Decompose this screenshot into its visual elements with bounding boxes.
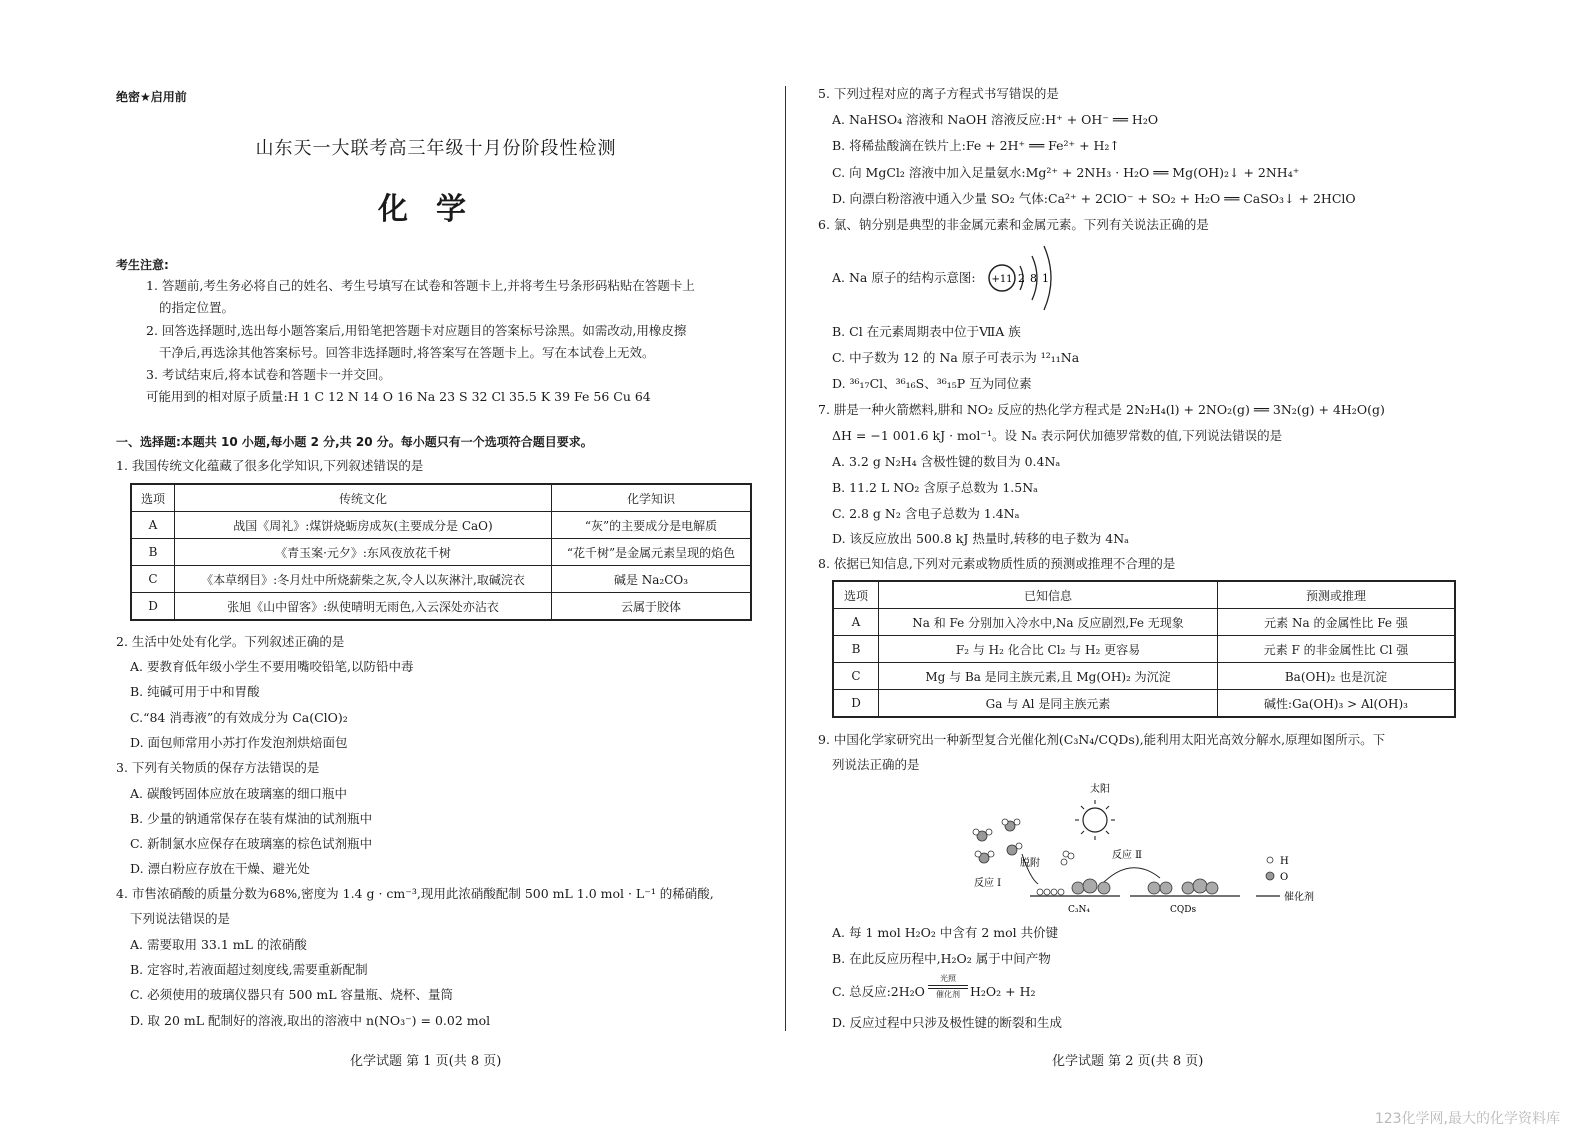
q4-stem: 下列说法错误的是	[130, 911, 231, 926]
q3-stem: 3. 下列有关物质的保存方法错误的是	[116, 760, 320, 775]
shell-count: 1	[1042, 272, 1049, 285]
table-cell: Mg 与 Ba 是同主族元素,且 Mg(OH)₂ 为沉淀	[879, 663, 1218, 690]
table-row	[833, 636, 1455, 663]
q9-option: A. 每 1 mol H₂O₂ 中含有 2 mol 共价键	[832, 925, 1059, 940]
q1-table	[130, 483, 752, 621]
q2-option: B. 纯碱可用于中和胃酸	[130, 684, 260, 699]
table-cell: 战国《周礼》:煤饼烧蛎房成灰(主要成分是 CaO)	[175, 512, 552, 539]
table-row	[833, 690, 1455, 718]
q5-stem: 5. 下列过程对应的离子方程式书写错误的是	[818, 86, 1059, 101]
atomic-masses: 可能用到的相对原子质量:H 1 C 12 N 14 O 16 Na 23 S 32 Cl 35.5 K 39 Fe 56 Cu 64	[146, 389, 651, 404]
table-header-row	[131, 484, 751, 512]
q4-option: C. 必须使用的玻璃仪器只有 500 mL 容量瓶、烧杯、量筒	[130, 987, 453, 1002]
table-cell: C	[131, 566, 175, 593]
cqds-label: CQDs	[1170, 905, 1197, 915]
table-cell: 碱是 Na₂CO₃	[552, 566, 752, 593]
q2-option: A. 要教育低年级小学生不要用嘴咬铅笔,以防铅中毒	[130, 659, 414, 674]
q6-option: A. Na 原子的结构示意图:	[832, 270, 976, 285]
table-cell: 元素 Na 的金属性比 Fe 强	[1218, 609, 1456, 636]
nucleus-label: +11	[991, 274, 1013, 285]
q4-option: B. 定容时,若液面超过刻度线,需要重新配制	[130, 962, 368, 977]
q7-option: C. 2.8 g N₂ 含电子总数为 1.4Nₐ	[832, 506, 1020, 521]
q6-option: B. Cl 在元素周期表中位于ⅦA 族	[832, 324, 1021, 339]
table-row	[131, 566, 751, 593]
photocatalysis-diagram	[960, 778, 1320, 918]
table-cell: “灰”的主要成分是电解质	[552, 512, 752, 539]
q9-stem: 列说法正确的是	[832, 757, 920, 772]
table-cell: 《本草纲目》:冬月灶中所烧薪柴之灰,令人以灰淋汁,取碱浣衣	[175, 566, 552, 593]
q7-option: B. 11.2 L NO₂ 含原子总数为 1.5Nₐ	[832, 480, 1038, 495]
column-divider	[785, 86, 786, 1031]
page-footer-left: 化学试题 第 1 页(共 8 页)	[350, 1054, 502, 1069]
condition-stack	[928, 974, 968, 1000]
page-footer-right: 化学试题 第 2 页(共 8 页)	[1052, 1054, 1204, 1069]
desorb-label: 脱附	[1020, 858, 1040, 869]
table-row	[833, 663, 1455, 690]
table-header-row	[833, 581, 1455, 609]
q6-option: D. ³⁶₁₇Cl、³⁶₁₆S、³⁶₁₅P 互为同位素	[832, 376, 1032, 391]
table-row	[131, 539, 751, 566]
sun-label: 太阳	[1090, 784, 1110, 795]
notice-item: 3. 考试结束后,将本试卷和答题卡一并交回。	[146, 367, 391, 382]
water-molecules-icon	[973, 819, 1022, 863]
table-cell: B	[833, 636, 879, 663]
exam-title: 山东天一大联考高三年级十月份阶段性检测	[255, 138, 617, 159]
q6-stem: 6. 氯、钠分别是典型的非金属元素和金属元素。下列有关说法正确的是	[818, 217, 1209, 232]
table-header: 已知信息	[879, 581, 1218, 609]
legend-o: O	[1280, 872, 1289, 883]
q9-stem: 9. 中国化学家研究出一种新型复合光催化剂(C₃N₄/CQDs),能利用太阳光高效分解水,原理如图所示。下	[818, 732, 1386, 747]
reaction2-label: 反应 Ⅱ	[1112, 850, 1142, 861]
table-cell: Ba(OH)₂ 也是沉淀	[1218, 663, 1456, 690]
table-row	[131, 593, 751, 621]
table-cell: F₂ 与 H₂ 化合比 Cl₂ 与 H₂ 更容易	[879, 636, 1218, 663]
table-cell: A	[131, 512, 175, 539]
table-cell: 张旭《山中留客》:纵使晴明无雨色,入云深处亦沾衣	[175, 593, 552, 621]
legend	[1256, 856, 1314, 903]
q4-option: A. 需要取用 33.1 mL 的浓硝酸	[130, 937, 307, 952]
subject-title: 化学	[378, 192, 494, 227]
q3-option: B. 少量的钠通常保存在装有煤油的试剂瓶中	[130, 811, 373, 826]
shell-count: 2	[1018, 272, 1025, 285]
q9-optionC-products: H₂O₂ + H₂	[970, 984, 1036, 999]
q7-option: A. 3.2 g N₂H₄ 含极性键的数目为 0.4Nₐ	[832, 454, 1061, 469]
condition-top: 光照	[940, 974, 956, 983]
watermark: 123化学网,最大的化学资料库	[1374, 1111, 1560, 1127]
table-cell: 云属于胶体	[552, 593, 752, 621]
table-cell: D	[131, 593, 175, 621]
q7-option: D. 该反应放出 500.8 kJ 热量时,转移的电子数为 4Nₐ	[832, 531, 1129, 546]
sun-icon	[1075, 800, 1115, 840]
q3-option: D. 漂白粉应存放在干燥、避光处	[130, 861, 311, 876]
atom-structure-diagram	[982, 240, 1062, 316]
legend-catalyst: 催化剂	[1284, 892, 1314, 903]
equals-sign	[928, 985, 968, 989]
q9-option: C. 总反应:2H₂O	[832, 984, 925, 999]
q2-option: C.“84 消毒液”的有效成分为 Ca(ClO)₂	[130, 710, 348, 725]
q6-option: C. 中子数为 12 的 Na 原子可表示为 ¹²₁₁Na	[832, 350, 1080, 365]
hydrogen-molecule-icon	[1061, 851, 1074, 865]
notice-item: 的指定位置。	[159, 300, 235, 315]
notice-item: 2. 回答选择题时,选出每小题答案后,用铅笔把答题卡对应题目的答案标号涂黑。如需改动,用橡皮擦	[146, 323, 687, 338]
secret-label: 绝密★启用前	[116, 90, 187, 104]
table-header: 预测或推理	[1218, 581, 1456, 609]
shell-count: 8	[1030, 272, 1037, 285]
catalyst-surface	[1030, 879, 1240, 896]
notice-item: 1. 答题前,考生务必将自己的姓名、考生号填写在试卷和答题卡上,并将考生号条形码粘贴在答题卡上	[146, 278, 695, 293]
q7-stem: ΔH = −1 001.6 kJ · mol⁻¹。设 Nₐ 表示阿伏加德罗常数的值,下列说法错误的是	[832, 428, 1283, 443]
q4-option: D. 取 20 mL 配制好的溶液,取出的溶液中 n(NO₃⁻) = 0.02 mol	[130, 1013, 491, 1028]
q9-option: B. 在此反应历程中,H₂O₂ 属于中间产物	[832, 951, 1051, 966]
section-heading: 一、选择题:本题共 10 小题,每小题 2 分,共 20 分。每小题只有一个选项符合题目要求。	[116, 435, 593, 449]
table-cell: Ga 与 Al 是同主族元素	[879, 690, 1218, 718]
table-cell: D	[833, 690, 879, 718]
q5-option: D. 向漂白粉溶液中通入少量 SO₂ 气体:Ca²⁺ + 2ClO⁻ + SO₂ + H₂O ══ CaSO₃↓ + 2HClO	[832, 191, 1356, 206]
table-header: 传统文化	[175, 484, 552, 512]
q5-option: C. 向 MgCl₂ 溶液中加入足量氨水:Mg²⁺ + 2NH₃ · H₂O ══ Mg(OH)₂↓ + 2NH₄⁺	[832, 165, 1300, 180]
q2-stem: 2. 生活中处处有化学。下列叙述正确的是	[116, 634, 345, 649]
reaction1-label: 反应 Ⅰ	[974, 878, 1002, 889]
table-cell: 《青玉案·元夕》:东风夜放花千树	[175, 539, 552, 566]
q7-stem: 7. 肼是一种火箭燃料,肼和 NO₂ 反应的热化学方程式是 2N₂H₄(l) + 2NO₂(g) ══ 3N₂(g) + 4H₂O(g)	[818, 402, 1385, 417]
q2-option: D. 面包师常用小苏打作发泡剂烘焙面包	[130, 735, 348, 750]
table-cell: Na 和 Fe 分别加入冷水中,Na 反应剧烈,Fe 无现象	[879, 609, 1218, 636]
table-cell: 碱性:Ga(OH)₃ > Al(OH)₃	[1218, 690, 1456, 718]
table-row	[833, 609, 1455, 636]
table-header: 化学知识	[552, 484, 752, 512]
q5-option: A. NaHSO₄ 溶液和 NaOH 溶液反应:H⁺ + OH⁻ ══ H₂O	[832, 112, 1159, 127]
condition-bottom: 催化剂	[936, 990, 960, 999]
table-header: 选项	[833, 581, 879, 609]
q3-option: C. 新制氯水应保存在玻璃塞的棕色试剂瓶中	[130, 836, 373, 851]
table-cell: A	[833, 609, 879, 636]
table-cell: C	[833, 663, 879, 690]
table-cell: 元素 F 的非金属性比 Cl 强	[1218, 636, 1456, 663]
q1-stem: 1. 我国传统文化蕴藏了很多化学知识,下列叙述错误的是	[116, 458, 424, 473]
legend-h: H	[1280, 856, 1289, 867]
table-row	[131, 512, 751, 539]
notice-heading: 考生注意:	[116, 258, 169, 272]
q4-stem: 4. 市售浓硝酸的质量分数为68%,密度为 1.4 g · cm⁻³,现用此浓硝酸配制 500 mL 1.0 mol · L⁻¹ 的稀硝酸,	[116, 886, 714, 901]
table-cell: “花千树”是金属元素呈现的焰色	[552, 539, 752, 566]
table-cell: B	[131, 539, 175, 566]
c3n4-label: C₃N₄	[1068, 905, 1090, 915]
q8-table	[832, 580, 1456, 718]
table-header: 选项	[131, 484, 175, 512]
q8-stem: 8. 依据已知信息,下列对元素或物质性质的预测或推理不合理的是	[818, 556, 1176, 571]
q9-option: D. 反应过程中只涉及极性键的断裂和生成	[832, 1015, 1063, 1030]
q5-option: B. 将稀盐酸滴在铁片上:Fe + 2H⁺ ══ Fe²⁺ + H₂↑	[832, 138, 1120, 153]
q3-option: A. 碳酸钙固体应放在玻璃塞的细口瓶中	[130, 786, 347, 801]
notice-item: 干净后,再选涂其他答案标号。回答非选择题时,将答案写在答题卡上。写在本试卷上无效。	[159, 345, 655, 360]
